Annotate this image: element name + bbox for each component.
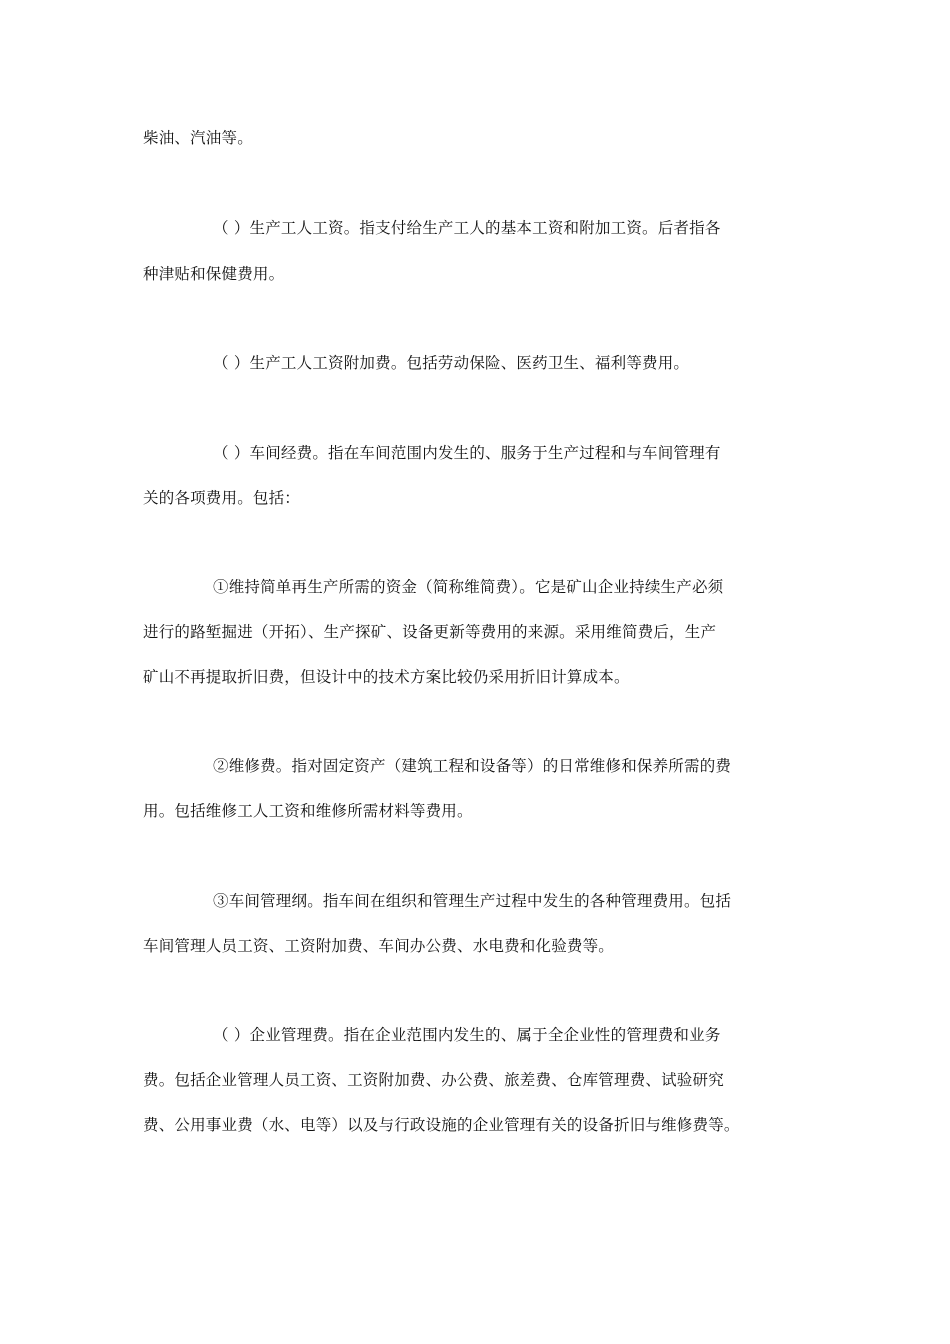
paragraph-2-line-1: （ ）生产工人工资。指支付给生产工人的基本工资和附加工资。后者指各: [213, 219, 721, 237]
paragraph-6-line-2: 用。包括维修工人工资和维修所需材料等费用。: [143, 802, 473, 820]
paragraph-6-line-1: ②维修费。指对固定资产（建筑工程和设备等）的日常维修和保养所需的费: [213, 757, 732, 775]
paragraph-5-line-3: 矿山不再提取折旧费，但设计中的技术方案比较仍采用折旧计算成本。: [143, 668, 630, 686]
paragraph-2-line-2: 种津贴和保健费用。: [143, 265, 285, 283]
paragraph-1-line-1: 柴油、汽油等。: [143, 129, 253, 147]
paragraph-7-line-2: 车间管理人员工资、工资附加费、车间办公费、水电费和化验费等。: [143, 937, 615, 955]
paragraph-8-line-1: （ ）企业管理费。指在企业范围内发生的、属于全企业性的管理费和业务: [213, 1026, 721, 1044]
paragraph-4-line-2: 关的各项费用。包括：: [143, 489, 301, 507]
paragraph-5-line-2: 进行的路堑掘进（开拓）、生产探矿、设备更新等费用的来源。采用维简费后，生产: [143, 623, 717, 641]
paragraph-7-line-1: ③车间管理纲。指车间在组织和管理生产过程中发生的各种管理费用。包括: [213, 892, 732, 910]
paragraph-4-line-1: （ ）车间经费。指在车间范围内发生的、服务于生产过程和与车间管理有: [213, 444, 721, 462]
paragraph-8-line-2: 费。包括企业管理人员工资、工资附加费、办公费、旅差费、仓库管理费、试验研究: [143, 1071, 724, 1089]
paragraph-8-line-3: 费、公用事业费（水、电等）以及与行政设施的企业管理有关的设备折旧与维修费等。: [143, 1116, 740, 1134]
paragraph-3-line-1: （ ）生产工人工资附加费。包括劳动保险、医药卫生、福利等费用。: [213, 354, 690, 372]
paragraph-5-line-1: ①维持简单再生产所需的资金（简称维简费）。它是矿山企业持续生产必须: [213, 578, 724, 596]
